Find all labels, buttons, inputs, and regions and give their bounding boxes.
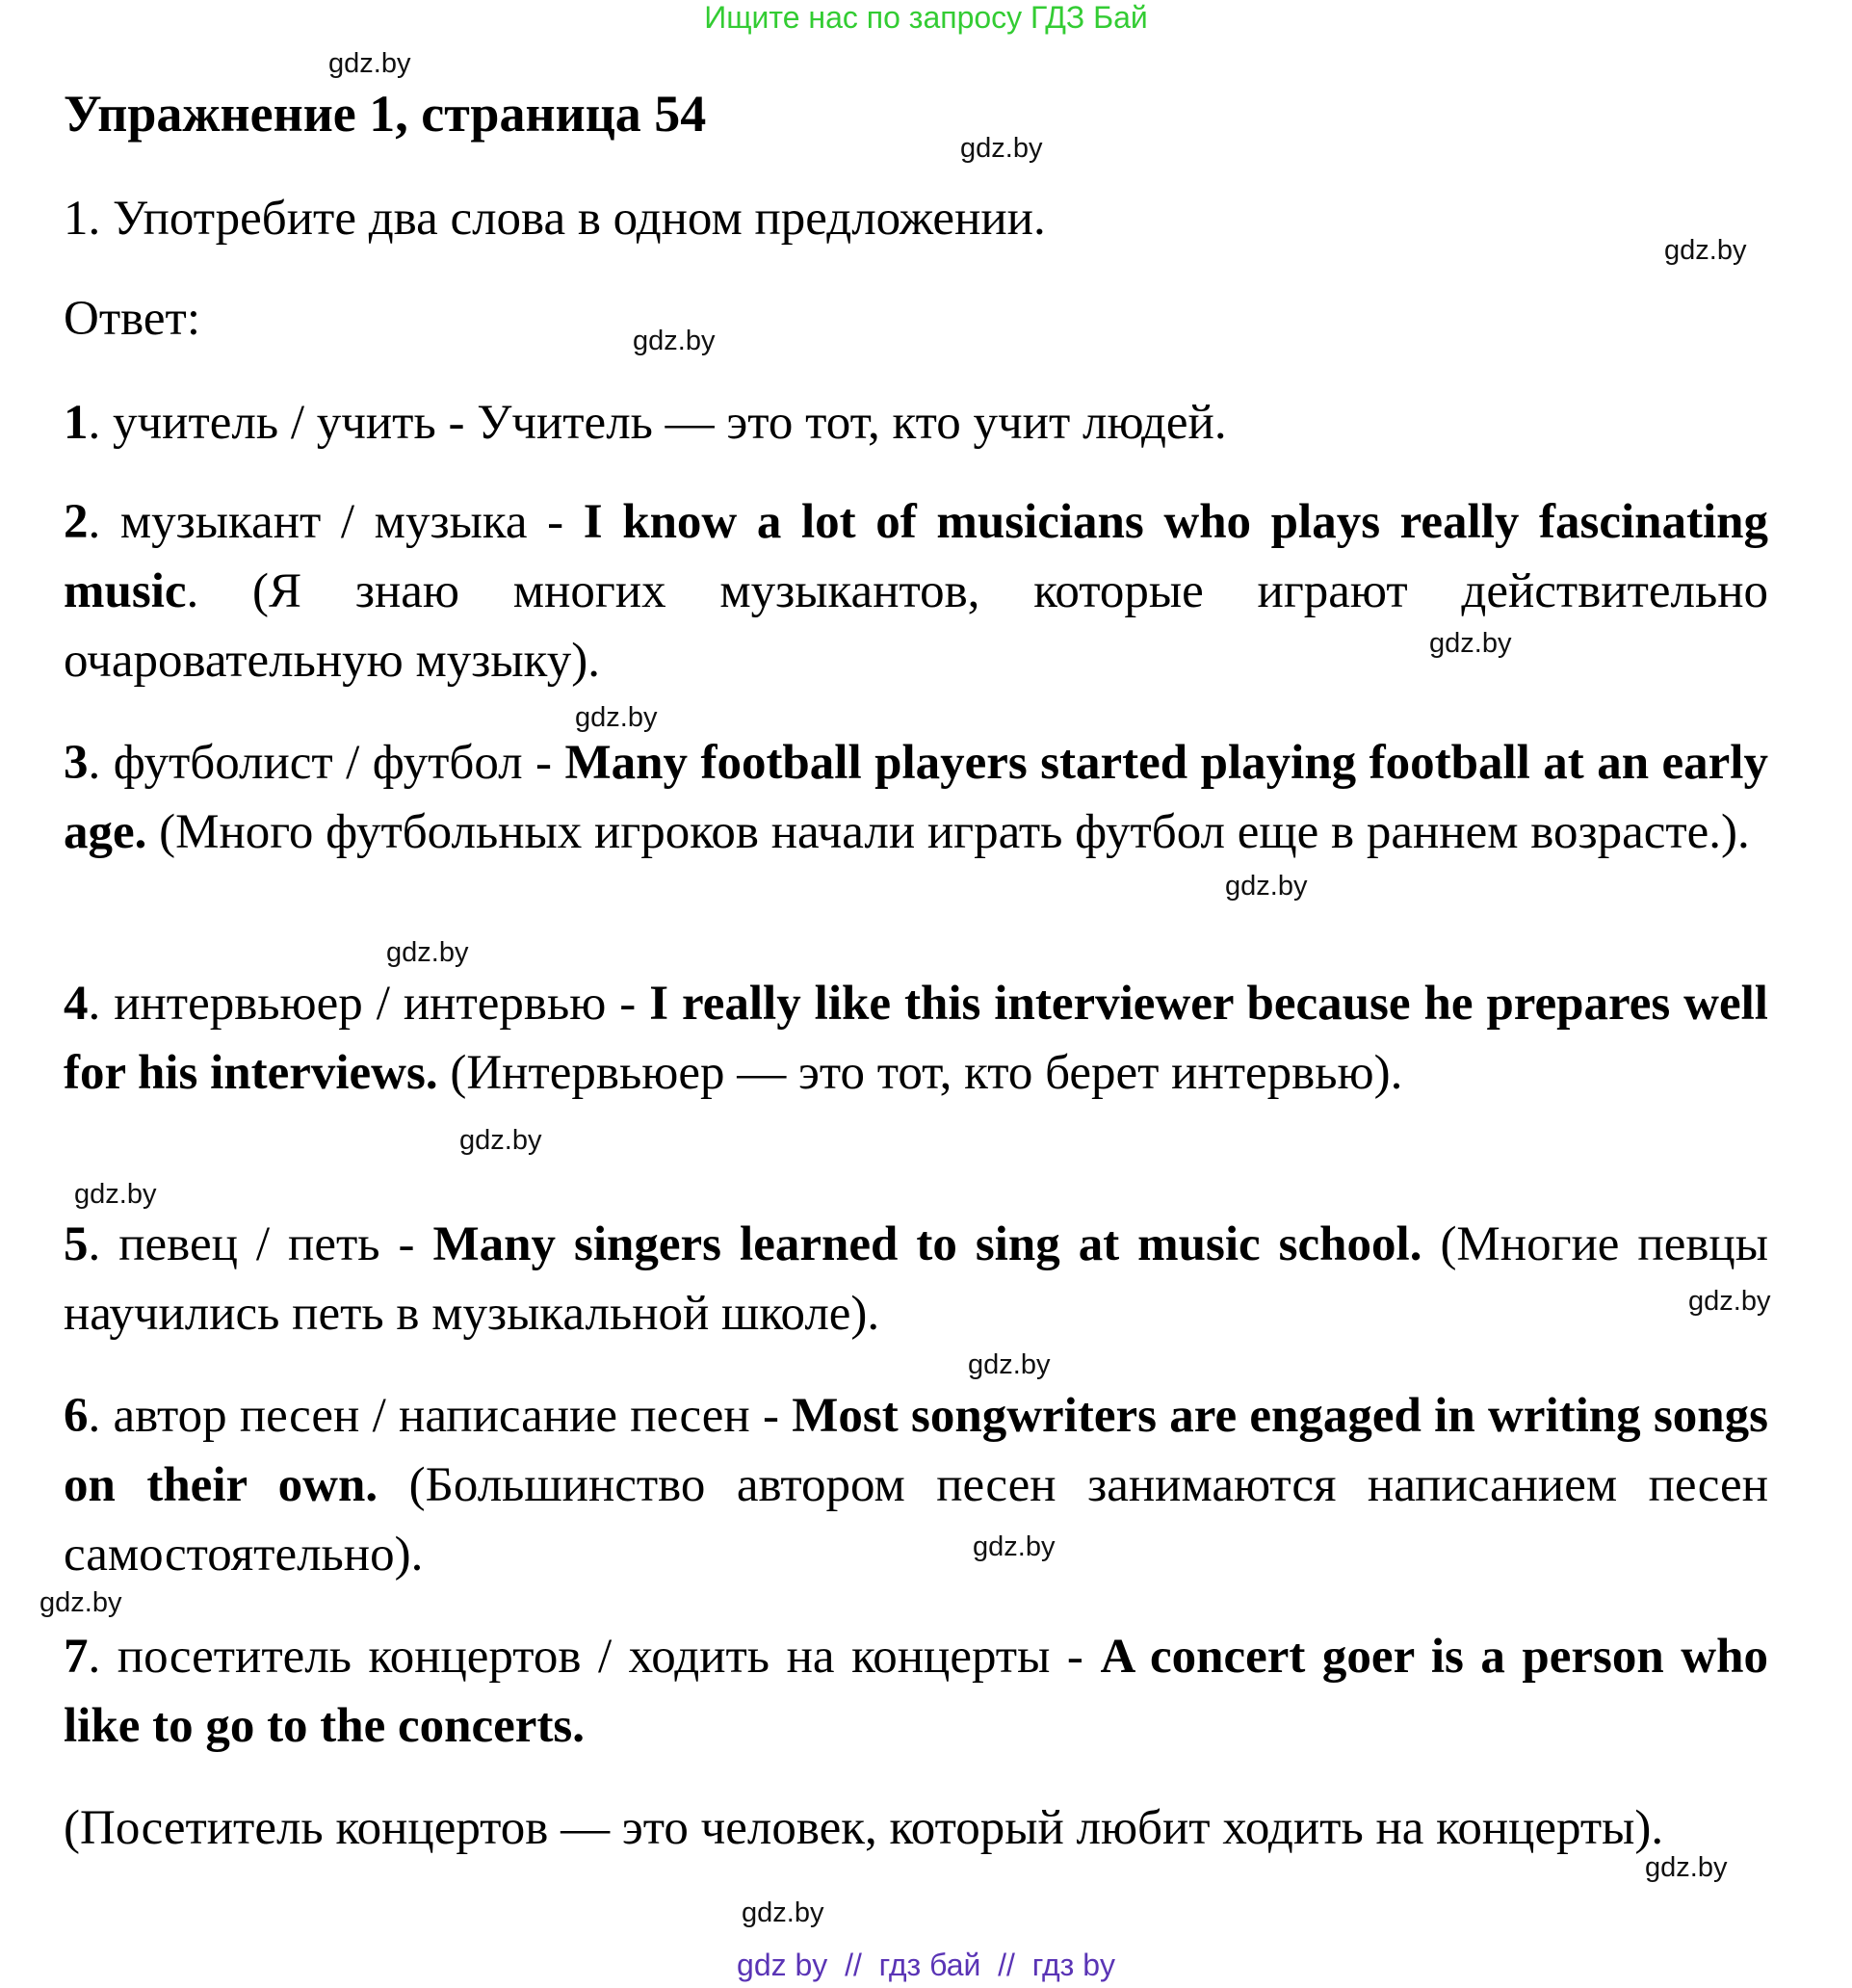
item-number: 3	[64, 736, 89, 790]
item-words: . посетитель концертов / ходить на концерты -	[88, 1630, 1101, 1684]
item-translation: . (Я знаю многих музыкантов, которые играют действительно очаровательную музыку).	[64, 564, 1768, 688]
watermark: gdz.by	[973, 1531, 1056, 1562]
exercise-title: Упражнение 1, страница 54	[64, 85, 707, 143]
watermark: gdz.by	[459, 1125, 542, 1156]
item-number: 2	[64, 495, 89, 549]
watermark: gdz.by	[633, 326, 716, 356]
answer-item-4	[64, 969, 1768, 1108]
item-words: . певец / петь -	[88, 1217, 433, 1271]
search-banner[interactable]: Ищите нас по запросу ГДЗ Бай	[704, 0, 1148, 35]
watermark: gdz.by	[960, 133, 1043, 164]
item-number: 1	[64, 396, 89, 450]
item-words: . интервьюер / интервью -	[88, 977, 650, 1031]
item-english: Many football players started playing football at an early age.	[64, 736, 1768, 859]
watermark: gdz.by	[742, 1897, 824, 1928]
item-words: . автор песен / написание песен -	[88, 1389, 793, 1443]
item-english: I know a lot of musicians who plays really fascinating music	[64, 495, 1769, 618]
watermark: gdz.by	[1664, 235, 1747, 266]
answer-item-7	[64, 1622, 1768, 1761]
item-number: 4	[64, 977, 89, 1031]
item-translation: (Много футбольных игроков начали играть футбол еще в раннем возрасте.).	[146, 805, 1750, 859]
item-number: 5	[64, 1217, 89, 1271]
watermark: gdz.by	[386, 937, 469, 968]
watermark: gdz.by	[575, 702, 658, 733]
watermark: gdz.by	[1429, 628, 1512, 659]
watermark: gdz.by	[1645, 1852, 1728, 1883]
answer-item-3	[64, 728, 1768, 867]
watermark: gdz.by	[1688, 1286, 1771, 1317]
answer-label: Ответ:	[64, 292, 200, 346]
item-words: . футболист / футбол -	[88, 736, 565, 790]
item-translation: (Многие певцы научились петь в музыкальной школе).	[64, 1217, 1768, 1341]
watermark: gdz.by	[74, 1179, 157, 1210]
item-number: 7	[64, 1630, 89, 1684]
item-translation: (Большинство автором песен занимаются написанием песен самостоятельно).	[64, 1458, 1768, 1582]
item-translation: Учитель — это тот, кто учит людей.	[477, 396, 1227, 450]
item-english: A concert goer is a person who like to go to the concerts.	[64, 1630, 1768, 1753]
answer-item-5	[64, 1210, 1771, 1348]
answer-item-6	[64, 1381, 1768, 1589]
footer-links[interactable]: gdz by // гдз бай // гдз by	[737, 1948, 1115, 1982]
watermark: gdz.by	[39, 1587, 122, 1618]
task-text: 1. Употребите два слова в одном предложении.	[64, 192, 1046, 246]
item-number: 6	[64, 1389, 89, 1443]
answer-item-2	[64, 487, 1768, 695]
item-english: I really like this interviewer because he prepares well for his interviews.	[64, 977, 1768, 1100]
item-words: . музыкант / музыка -	[88, 495, 584, 549]
final-translation: (Посетитель концертов — это человек, который любит ходить на концерты).	[64, 1801, 1664, 1855]
item-words: . учитель / учить -	[88, 396, 478, 450]
item-translation: (Интервьюер — это тот, кто берет интервью).	[437, 1046, 1403, 1100]
watermark: gdz.by	[968, 1349, 1051, 1380]
watermark: gdz.by	[328, 48, 411, 79]
answer-item-1	[64, 388, 1768, 458]
watermark: gdz.by	[1225, 871, 1308, 902]
item-english: Most songwriters are engaged in writing songs on their own.	[64, 1389, 1769, 1512]
item-english: Many singers learned to sing at music school.	[432, 1217, 1422, 1271]
